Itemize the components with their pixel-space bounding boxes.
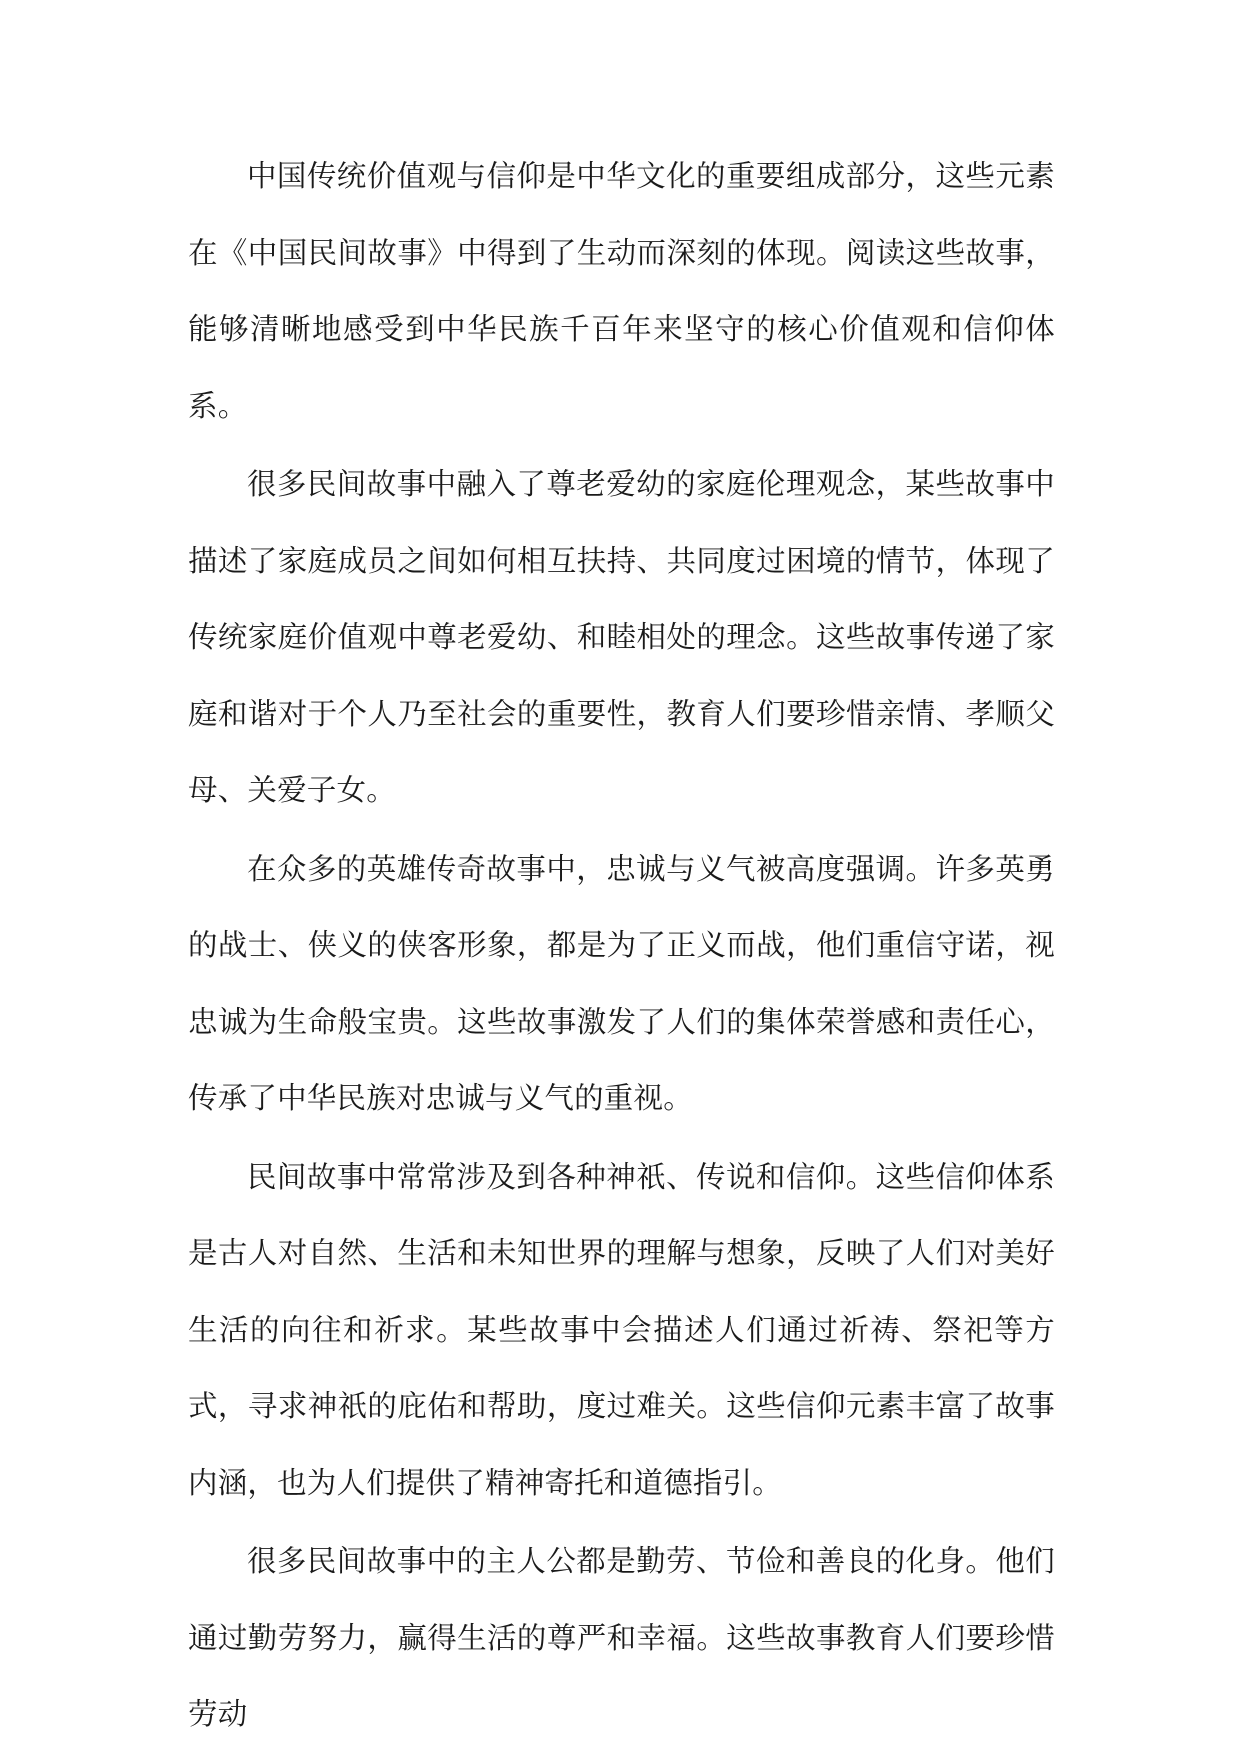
paragraph-5: 很多民间故事中的主人公都是勤劳、节俭和善良的化身。他们通过勤劳努力，赢得生活的尊严和幸福。这些故事教育人们要珍惜劳动 <box>188 1544 1055 1731</box>
paragraph-1: 中国传统价值观与信仰是中华文化的重要组成部分，这些元素在《中国民间故事》中得到了生动而深刻的体现。阅读这些故事，能够清晰地感受到中华民族千百年来坚守的核心价值观和信仰体系。 <box>188 159 1055 423</box>
paragraph-4: 民间故事中常常涉及到各种神祇、传说和信仰。这些信仰体系是古人对自然、生活和未知世界的理解与想象，反映了人们对美好生活的向往和祈求。某些故事中会描述人们通过祈祷、祭祀等方式，寻求神祇的庇佑和帮助，度过难关。这些信仰元素丰富了故事内涵，也为人们提供了精神寄托和道德指引。 <box>188 1159 1055 1500</box>
paragraph-2: 很多民间故事中融入了尊老爱幼的家庭伦理观念，某些故事中描述了家庭成员之间如何相互扶持、共同度过困境的情节，体现了传统家庭价值观中尊老爱幼、和睦相处的理念。这些故事传递了家庭和谐对于个人乃至社会的重要性，教育人们要珍惜亲情、孝顺父母、关爱子女。 <box>188 467 1055 807</box>
paragraph-3: 在众多的英雄传奇故事中，忠诚与义气被高度强调。许多英勇的战士、侠义的侠客形象，都是为了正义而战，他们重信守诺，视忠诚为生命般宝贵。这些故事激发了人们的集体荣誉感和责任心，传承了中华民族对忠诚与义气的重视。 <box>188 851 1055 1115</box>
